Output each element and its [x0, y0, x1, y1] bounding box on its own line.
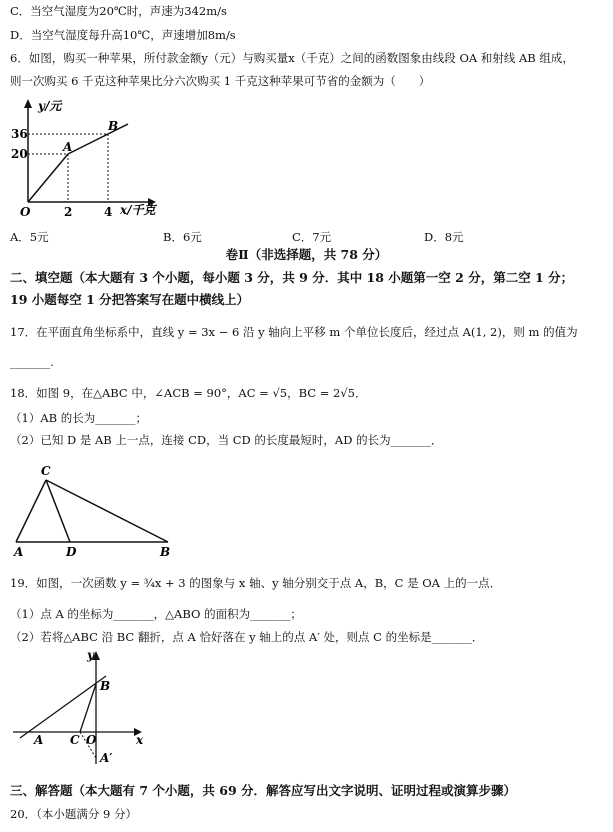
q18-label-c: C [41, 464, 51, 478]
q18-label-b: B [160, 545, 171, 559]
part2-section-line2: 19 小题每空 1 分把答案写在题中横线上） [10, 292, 250, 307]
q20-stem: 20．（本小题满分 9 分） [10, 807, 138, 821]
q6-option-a: A．5元 [10, 230, 49, 244]
q18-label-a: A [14, 545, 24, 559]
q19-label-o: O [86, 733, 97, 747]
q19-label-a-prime: A′ [100, 751, 113, 765]
q6-origin-label: O [20, 205, 31, 219]
part3-section: 三、解答题（本大题有 7 个小题，共 69 分．解答应写出文字说明、证明过程或演算步骤） [10, 783, 517, 798]
part2-heading: 卷Ⅱ（非选择题，共 78 分） [225, 247, 388, 262]
q6-y-tick-20: 20 [11, 147, 28, 161]
option-d-text: D．当空气湿度每升高10℃，声速增加8m/s [10, 28, 236, 42]
q19-x-axis-label: x [136, 733, 144, 747]
q6-x-axis-label: x/千克 [120, 203, 156, 217]
q18-stem: 18．如图 9，在△ABC 中，∠ACB = 90°，AC = √5，BC = 2√5． [10, 386, 367, 400]
q6-graph [8, 96, 178, 221]
q6-y-axis-label: y/元 [38, 99, 62, 113]
q17-blank: _______. [10, 355, 54, 369]
q6-stem-line2: 则一次购买 6 千克这种苹果比分六次购买 1 千克这种苹果可节省的金额为（ ） [10, 74, 431, 88]
q18-triangle-figure [8, 462, 178, 562]
q6-point-a-label: A [63, 140, 73, 154]
q6-x-tick-2: 2 [64, 205, 73, 219]
q19-sub1: （1）点 A 的坐标为_______，△ABO 的面积为_______； [10, 607, 302, 621]
q6-x-tick-4: 4 [104, 205, 113, 219]
q19-label-a: A [34, 733, 44, 747]
q6-point-b-label: B [108, 119, 119, 133]
q18-label-d: D [66, 545, 77, 559]
q19-stem: 19．如图，一次函数 y = ¾x + 3 的图象与 x 轴、y 轴分别交于点 A，B，C 是 OA 上的一点． [10, 576, 502, 590]
q6-y-tick-36: 36 [11, 127, 28, 141]
option-c-text: C．当空气湿度为20℃时，声速为342m/s [10, 4, 227, 18]
q19-graph [8, 646, 158, 776]
q19-label-b: B [100, 679, 111, 693]
q6-option-b: B．6元 [163, 230, 202, 244]
q6-stem-line1: 6．如图，购买一种苹果，所付款金额y（元）与购买量x（千克）之间的函数图象由线段 OA 和射线 AB 组成， [10, 51, 574, 65]
q19-label-c: C [70, 733, 80, 747]
q18-sub1: （1）AB 的长为_______； [10, 411, 147, 425]
q19-sub2: （2）若将△ABC 沿 BC 翻折，点 A 恰好落在 y 轴上的点 A′ 处，则点 C 的坐标是_______． [10, 630, 484, 644]
q6-option-d: D．8元 [424, 230, 464, 244]
q6-option-c: C．7元 [292, 230, 332, 244]
part2-section-line1: 二、填空题（本大题有 3 个小题，每小题 3 分，共 9 分．其中 18 小题第一空 2 分，第二空 1 分； [10, 270, 574, 285]
q19-y-axis-label: y [87, 648, 94, 662]
q18-sub2: （2）已知 D 是 AB 上一点，连接 CD，当 CD 的长度最短时，AD 的长为_______． [10, 433, 443, 447]
q17-stem: 17．在平面直角坐标系中，直线 y = 3x − 6 沿 y 轴向上平移 m 个单位长度后，经过点 A(1, 2)，则 m 的值为 [10, 325, 578, 339]
